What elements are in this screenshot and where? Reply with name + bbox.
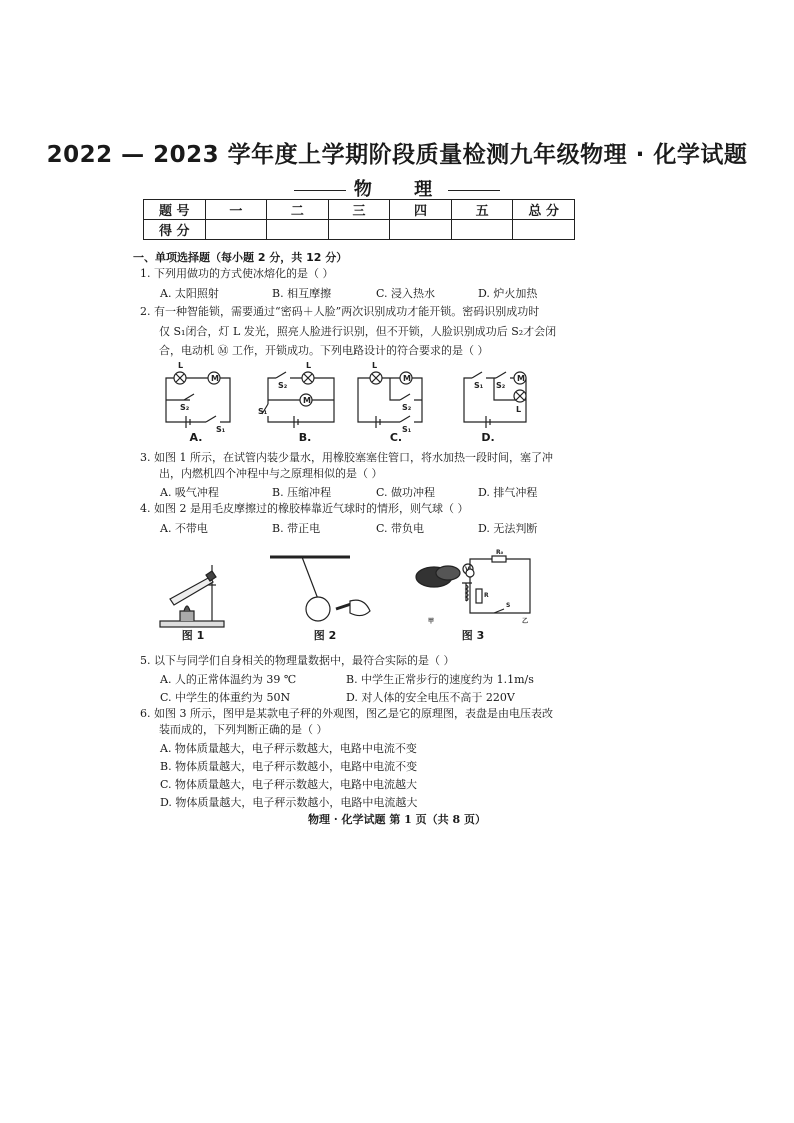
exam-title: 2022 — 2023 学年度上学期阶段质量检测九年级物理 · 化学试题 xyxy=(46,142,748,168)
q3-option-c: C. 做功冲程 xyxy=(376,486,436,499)
figure-2-balloon xyxy=(270,557,370,621)
circuit-b-s2-label: S₂ xyxy=(278,381,288,390)
circuit-c xyxy=(358,372,422,428)
section-heading: 一、单项选择题（每小题 2 分，共 12 分） xyxy=(133,251,348,264)
header-cell: 三 xyxy=(328,200,390,220)
circuit-d-s1-label: S₁ xyxy=(474,381,484,390)
q3-option-a: A. 吸气冲程 xyxy=(160,486,219,499)
figure-3-caption: 图 3 xyxy=(461,629,485,642)
q4-option-a: A. 不带电 xyxy=(160,522,208,535)
q1-option-d: D. 炉火加热 xyxy=(478,287,538,300)
figures-row xyxy=(150,549,550,633)
score-cell[interactable] xyxy=(205,220,267,240)
q5-option-b: B. 中学生正常步行的速度约为 1.1m/s xyxy=(346,673,534,686)
circuit-b-label: B. xyxy=(298,431,312,444)
q4-option-c: C. 带负电 xyxy=(376,522,425,535)
q5-option-d: D. 对人体的安全电压不高于 220V xyxy=(346,691,515,704)
q1-option-a: A. 太阳照射 xyxy=(160,287,219,300)
score-cell[interactable] xyxy=(513,220,575,240)
circuit-b xyxy=(262,372,334,428)
fig3-v-label: V xyxy=(465,566,470,573)
header-cell: 五 xyxy=(451,200,513,220)
q2-circuit-diagrams xyxy=(150,360,550,442)
q4-option-d: D. 无法判断 xyxy=(478,522,538,535)
circuit-c-motor-label: M xyxy=(403,374,411,383)
fig3-r0-label: R₀ xyxy=(496,549,504,556)
right-rule xyxy=(448,190,500,191)
circuit-c-lamp-label: L xyxy=(372,361,378,370)
q3-line-2: 出，内燃机四个冲程中与之原理相似的是（ ） xyxy=(159,467,383,480)
circuit-a-motor-label: M xyxy=(211,374,219,383)
circuit-d-label: D. xyxy=(481,431,495,444)
score-table xyxy=(143,199,575,240)
circuit-d-lamp-label: L xyxy=(516,405,522,414)
circuit-c-label: C. xyxy=(389,431,403,444)
q1-option-c: C. 浸入热水 xyxy=(376,287,436,300)
header-cell: 总 分 xyxy=(513,200,575,220)
q3-option-b: B. 压缩冲程 xyxy=(272,486,332,499)
score-cell[interactable] xyxy=(451,220,513,240)
score-label-cell: 得 分 xyxy=(144,220,206,240)
q2-line-1: 2. 有一种智能锁，需要通过“密码＋人脸”两次识别成功才能开锁。密码识别成功时 xyxy=(140,305,540,318)
q5-stem: 5. 以下与同学们自身相关的物理量数据中，最符合实际的是（ ） xyxy=(140,654,455,667)
circuit-c-s1-label: S₁ xyxy=(402,425,412,434)
subject-name: 物 理 xyxy=(353,179,451,200)
q4-option-b: B. 带正电 xyxy=(272,522,321,535)
circuit-b-motor-label: M xyxy=(303,396,311,405)
q6-option-c: C. 物体质量越大，电子秤示数越大，电路中电流越大 xyxy=(160,778,418,791)
left-rule xyxy=(294,190,346,191)
score-table-header-row xyxy=(144,200,575,220)
q4-stem: 4. 如图 2 是用毛皮摩擦过的橡胶棒靠近气球时的情形，则气球（ ） xyxy=(140,502,469,515)
q1-option-b: B. 相互摩擦 xyxy=(272,287,332,300)
circuit-b-lamp-label: L xyxy=(306,361,312,370)
q5-option-c: C. 中学生的体重约为 50N xyxy=(160,691,291,704)
subject-heading xyxy=(0,175,794,201)
figure-1-test-tube xyxy=(160,565,224,627)
header-cell: 二 xyxy=(267,200,329,220)
q5-option-a: A. 人的正常体温约为 39 ℃ xyxy=(160,673,297,686)
circuit-d-s2-label: S₂ xyxy=(496,381,506,390)
q1-stem: 1. 下列用做功的方式使冰熔化的是（ ） xyxy=(140,267,334,280)
page-footer: 物理 · 化学试题 第 1 页（共 8 页） xyxy=(308,813,486,826)
score-cell[interactable] xyxy=(390,220,452,240)
fig3-s-label: S xyxy=(506,602,511,609)
fig3-yi-label: 乙 xyxy=(522,618,529,625)
figure-2-caption: 图 2 xyxy=(313,629,337,642)
q3-option-d: D. 排气冲程 xyxy=(478,486,538,499)
circuit-a-label: A. xyxy=(189,431,203,444)
score-cell[interactable] xyxy=(267,220,329,240)
q2-line-2: 仅 S₁闭合，灯 L 发光，照亮人脸进行识别，但不开锁，人脸识别成功后 S₂才会闭 xyxy=(159,325,557,338)
circuit-a-s2-label: S₂ xyxy=(180,403,190,412)
circuit-d-motor-label: M xyxy=(517,374,525,383)
fig3-jia-label: 甲 xyxy=(428,618,435,625)
circuit-a-lamp-label: L xyxy=(178,361,184,370)
q6-line-1: 6. 如图 3 所示，图甲是某款电子秤的外观图，图乙是它的原理图，表盘是由电压表改 xyxy=(140,707,553,720)
circuit-a xyxy=(166,372,230,428)
circuit-a-s1-label: S₁ xyxy=(216,425,226,434)
q6-option-b: B. 物体质量越大，电子秤示数越小，电路中电流不变 xyxy=(160,760,418,773)
q6-line-2: 装而成的，下列判断正确的是（ ） xyxy=(159,723,328,736)
figure-1-caption: 图 1 xyxy=(181,629,205,642)
circuit-b-s1-label: S₁ xyxy=(258,407,268,416)
circuit-c-s2-label: S₂ xyxy=(402,403,412,412)
q2-line-3: 合，电动机 Ⓜ 工作，开锁成功。下列电路设计的符合要求的是（ ） xyxy=(159,344,489,357)
header-cell: 题 号 xyxy=(144,200,206,220)
score-table-score-row xyxy=(144,220,575,240)
fig3-r-label: R xyxy=(484,592,489,599)
q6-option-d: D. 物体质量越大，电子秤示数越小，电路中电流越大 xyxy=(160,796,418,809)
q6-option-a: A. 物体质量越大，电子秤示数越大，电路中电流不变 xyxy=(160,742,417,755)
q3-line-1: 3. 如图 1 所示，在试管内装少量水，用橡胶塞塞住管口，将水加热一段时间，塞了冲 xyxy=(140,451,553,464)
header-cell: 四 xyxy=(390,200,452,220)
score-cell[interactable] xyxy=(328,220,390,240)
header-cell: 一 xyxy=(205,200,267,220)
figure-3-scale xyxy=(416,556,530,613)
